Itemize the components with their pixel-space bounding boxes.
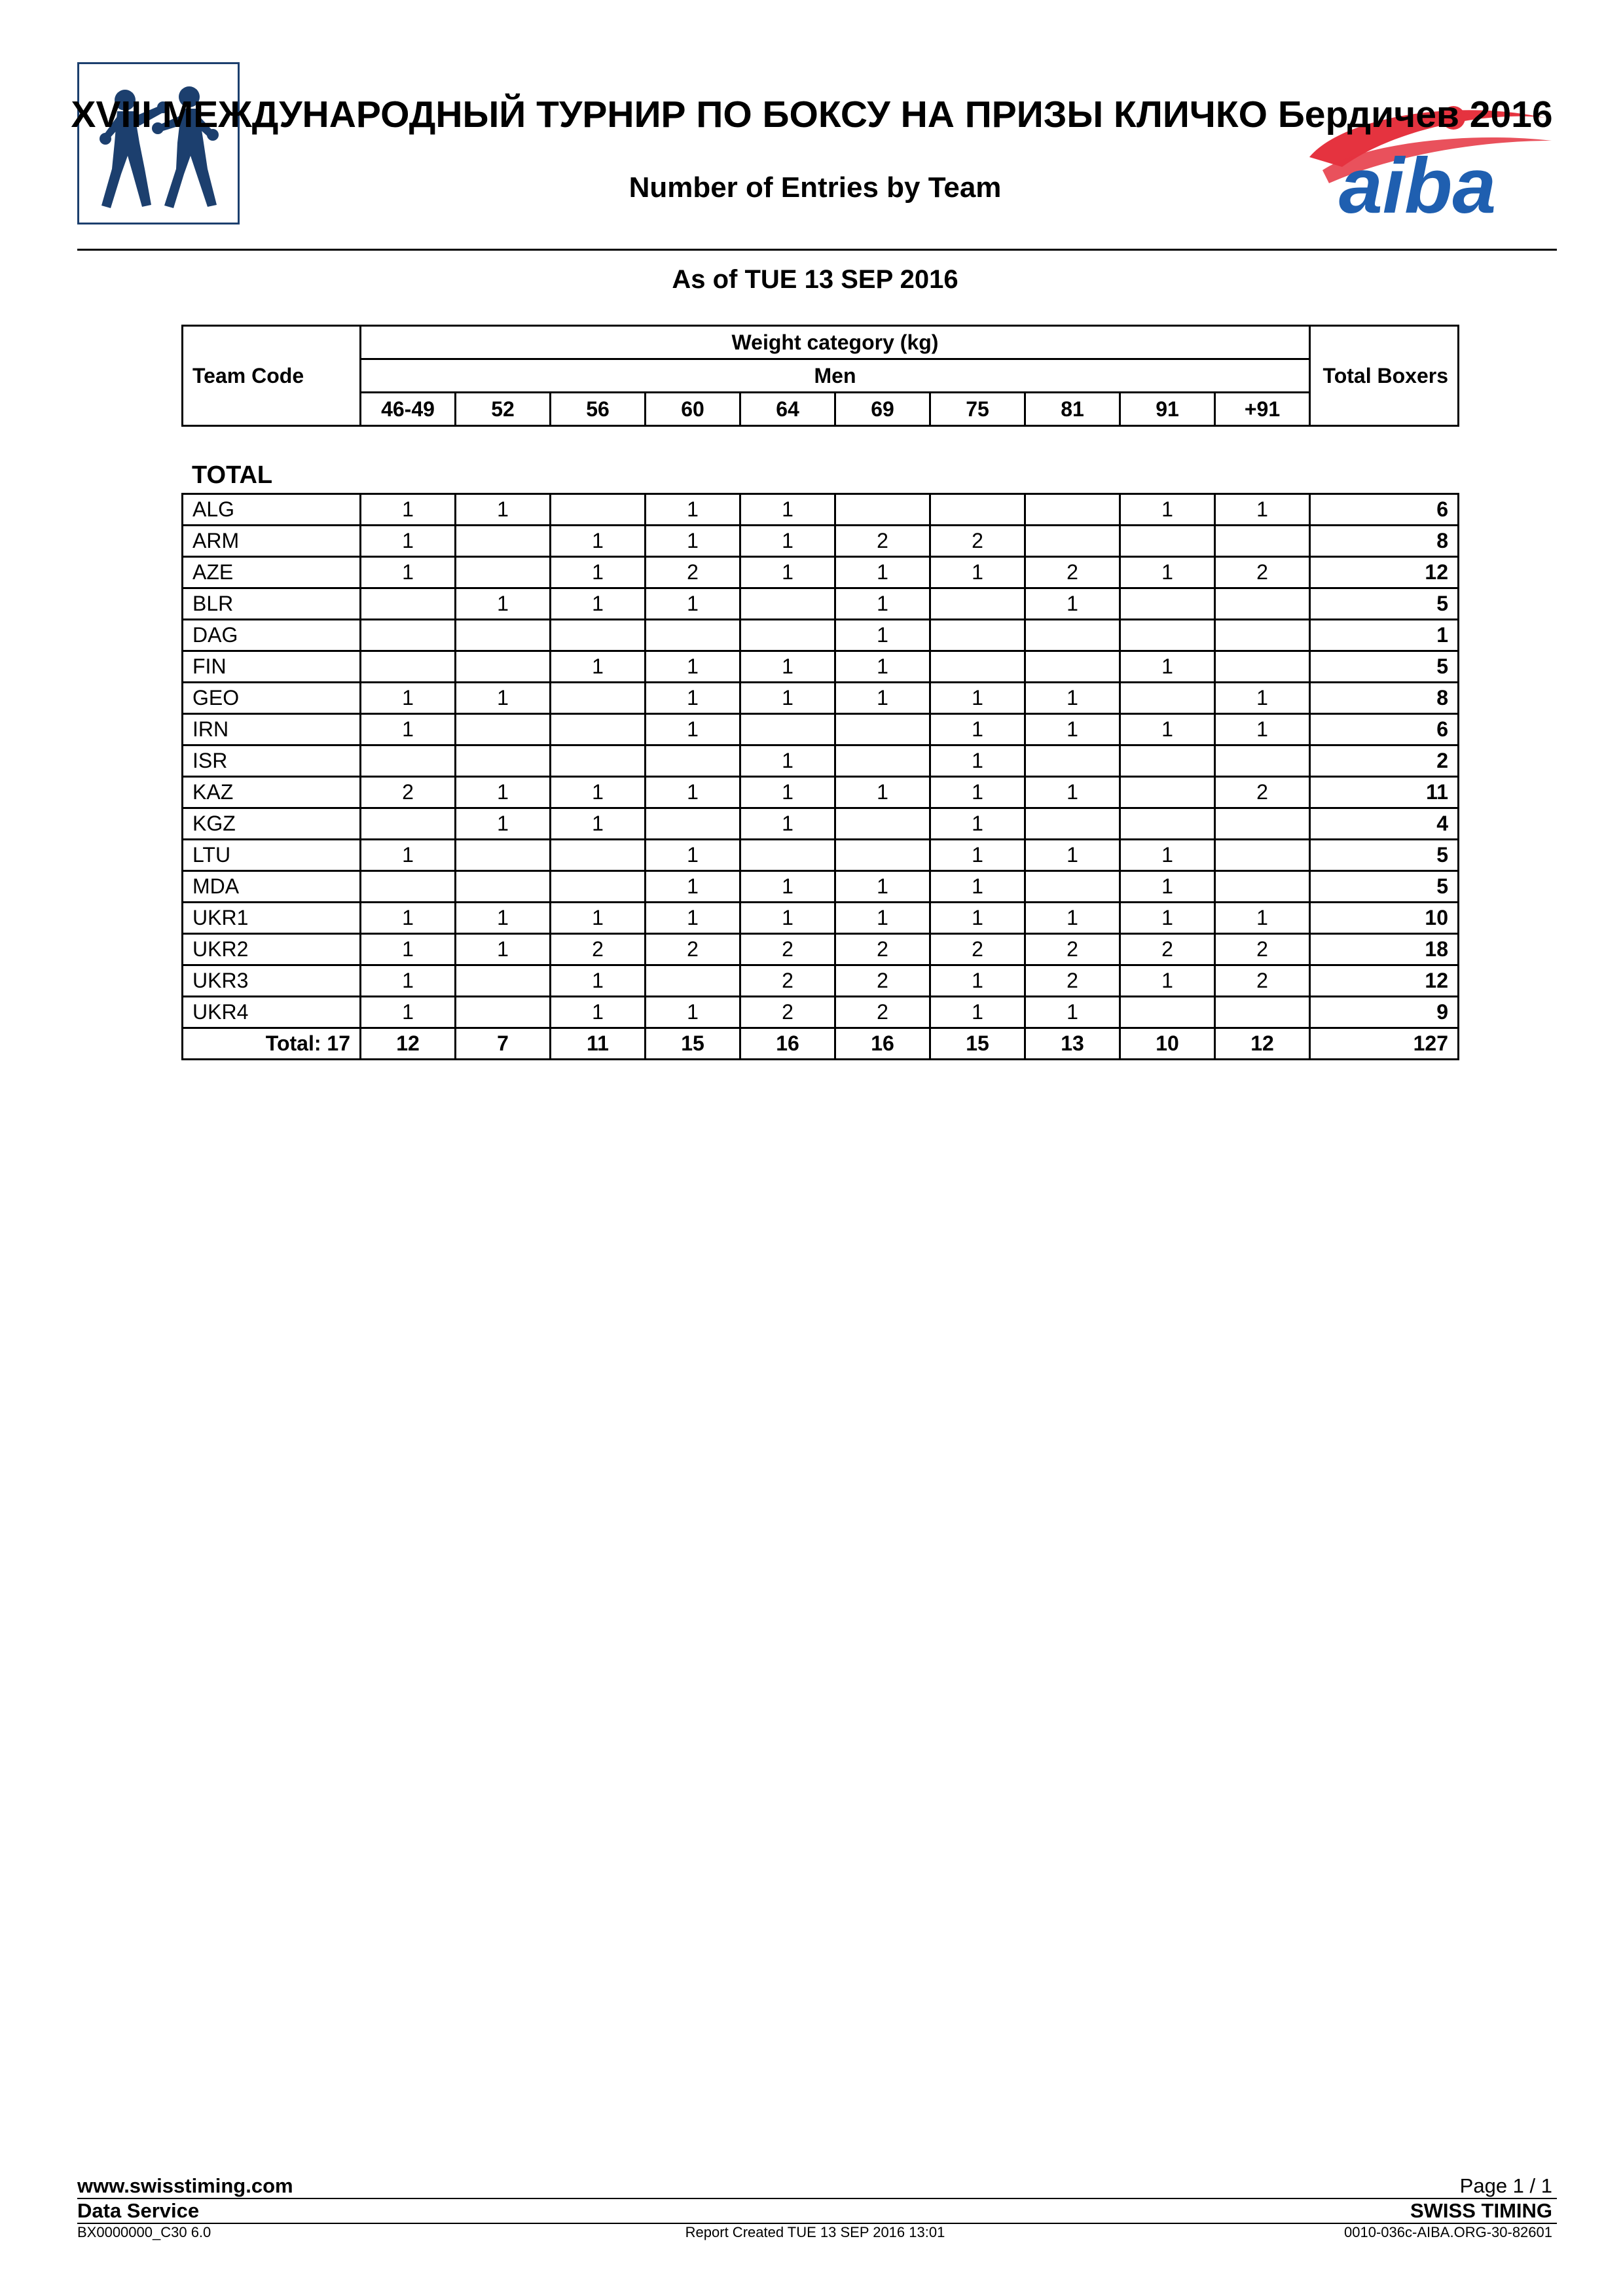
footer-url: www.swisstiming.com [77,2174,293,2197]
category-header: 75 [930,393,1025,426]
team-code-cell: KGZ [183,808,361,840]
entry-count-cell: 1 [646,840,740,871]
entry-count-cell: 1 [1120,494,1215,526]
team-total-cell: 8 [1310,683,1459,714]
team-total-cell: 12 [1310,557,1459,588]
aiba-wordmark: aiba [1339,142,1497,223]
footer-brand: SWISS TIMING [1410,2199,1552,2222]
category-total-cell: 15 [930,1028,1025,1060]
entry-count-cell [551,840,646,871]
entry-count-cell [1215,745,1310,777]
entry-count-cell: 2 [361,777,456,808]
entry-count-cell: 1 [646,526,740,557]
entry-count-cell [1025,494,1120,526]
entry-count-cell: 1 [1025,903,1120,934]
category-header: 46-49 [361,393,456,426]
entry-count-cell [1215,997,1310,1028]
entry-count-cell [1120,526,1215,557]
entry-count-cell: 1 [551,526,646,557]
entry-count-cell [456,557,551,588]
entry-count-cell [456,620,551,651]
entry-count-cell: 1 [740,745,835,777]
header-table [181,325,1459,427]
entry-count-cell [456,526,551,557]
entry-count-cell: 1 [551,997,646,1028]
entry-count-cell [1120,683,1215,714]
entry-count-cell [835,840,930,871]
entry-count-cell: 1 [456,808,551,840]
team-code-cell: BLR [183,588,361,620]
entry-count-cell: 1 [551,808,646,840]
entry-count-cell [551,620,646,651]
page-number: Page 1 / 1 [1459,2174,1552,2197]
entry-count-cell: 1 [1120,903,1215,934]
entry-count-cell: 1 [361,494,456,526]
entry-count-cell: 1 [1215,494,1310,526]
entry-count-cell [551,714,646,745]
entry-count-cell: 1 [835,620,930,651]
entry-count-cell [930,651,1025,683]
entry-count-cell [551,494,646,526]
entry-count-cell: 1 [835,871,930,903]
entry-count-cell: 1 [646,903,740,934]
entry-count-cell: 2 [835,526,930,557]
entry-count-cell: 1 [930,745,1025,777]
entry-count-cell: 1 [361,526,456,557]
entry-count-cell [1215,871,1310,903]
entry-count-cell [1215,840,1310,871]
entry-count-cell [456,714,551,745]
entry-count-cell: 2 [740,997,835,1028]
entry-count-cell: 1 [646,777,740,808]
category-total-cell: 16 [835,1028,930,1060]
entry-count-cell: 1 [361,903,456,934]
table-row [183,683,1459,714]
entry-count-cell: 1 [1025,714,1120,745]
team-code-cell: ALG [183,494,361,526]
entry-count-cell: 1 [930,808,1025,840]
entry-count-cell [1215,620,1310,651]
entry-count-cell: 1 [361,997,456,1028]
category-header: 56 [551,393,646,426]
team-code-cell: ARM [183,526,361,557]
entry-count-cell [361,651,456,683]
entry-count-cell [1025,651,1120,683]
entry-count-cell [930,588,1025,620]
entry-count-cell [551,745,646,777]
entry-count-cell [1120,777,1215,808]
entry-count-cell: 1 [835,588,930,620]
entry-count-cell [1215,651,1310,683]
table-row [183,997,1459,1028]
team-code-cell: UKR4 [183,997,361,1028]
team-total-cell: 6 [1310,494,1459,526]
document-title: XVIII МЕЖДУНАРОДНЫЙ ТУРНИР ПО БОКСУ НА ПРИЗЫ КЛИЧКО Бердичев 2016 [71,94,1553,135]
entry-count-cell: 1 [930,997,1025,1028]
table-row [183,526,1459,557]
category-header: 91 [1120,393,1215,426]
footer-divider [77,2198,1557,2199]
table-row [183,934,1459,965]
entry-count-cell: 1 [456,683,551,714]
entry-count-cell: 1 [740,557,835,588]
entries-table [181,493,1459,1060]
entry-count-cell [1025,808,1120,840]
entry-count-cell [646,620,740,651]
entry-count-cell: 1 [1025,997,1120,1028]
entry-count-cell [1120,808,1215,840]
entry-count-cell [740,840,835,871]
entry-count-cell: 1 [1025,840,1120,871]
entry-count-cell [1025,526,1120,557]
team-total-cell: 2 [1310,745,1459,777]
entry-count-cell: 1 [930,714,1025,745]
entry-count-cell [1025,871,1120,903]
document-subtitle: Number of Entries by Team [629,171,1002,204]
entry-count-cell [1215,588,1310,620]
entry-count-cell: 2 [930,934,1025,965]
entry-count-cell [456,745,551,777]
gender-header: Men [361,359,1310,393]
report-created: Report Created TUE 13 SEP 2016 13:01 [685,2224,945,2240]
entry-count-cell [361,745,456,777]
entry-count-cell: 1 [361,934,456,965]
entry-count-cell: 2 [835,934,930,965]
totals-row [183,1028,1459,1060]
category-header: 81 [1025,393,1120,426]
entry-count-cell: 1 [835,557,930,588]
category-header: +91 [1215,393,1310,426]
entry-count-cell: 1 [551,588,646,620]
entry-count-cell [361,871,456,903]
entry-count-cell: 1 [930,777,1025,808]
entry-count-cell: 1 [1025,683,1120,714]
entry-count-cell: 2 [646,934,740,965]
entry-count-cell: 1 [835,651,930,683]
entry-count-cell: 1 [551,777,646,808]
section-label: TOTAL [192,461,273,489]
entry-count-cell: 1 [1120,871,1215,903]
team-code-cell: AZE [183,557,361,588]
team-total-cell: 11 [1310,777,1459,808]
entry-count-cell [930,620,1025,651]
entry-count-cell: 2 [835,965,930,997]
entry-count-cell: 1 [1120,651,1215,683]
entry-count-cell: 1 [361,714,456,745]
entry-count-cell: 2 [1120,934,1215,965]
category-total-cell: 7 [456,1028,551,1060]
entry-count-cell [456,651,551,683]
entry-count-cell: 1 [646,651,740,683]
entry-count-cell: 1 [551,965,646,997]
category-header: 60 [646,393,740,426]
category-total-cell: 12 [361,1028,456,1060]
category-total-cell: 12 [1215,1028,1310,1060]
entry-count-cell: 2 [1025,934,1120,965]
entry-count-cell: 1 [835,777,930,808]
entry-count-cell: 1 [551,903,646,934]
entry-count-cell [361,620,456,651]
entry-count-cell: 1 [646,588,740,620]
team-total-cell: 5 [1310,651,1459,683]
category-total-cell: 16 [740,1028,835,1060]
entry-count-cell [1215,808,1310,840]
entry-count-cell: 1 [930,871,1025,903]
team-code-cell: UKR2 [183,934,361,965]
entry-count-cell [551,683,646,714]
entry-count-cell: 1 [930,840,1025,871]
entry-count-cell: 1 [835,683,930,714]
team-total-cell: 4 [1310,808,1459,840]
team-code-cell: FIN [183,651,361,683]
entry-count-cell: 2 [1215,777,1310,808]
totals-label-cell: Total: 17 [183,1028,361,1060]
entry-count-cell: 1 [1120,714,1215,745]
category-total-cell: 13 [1025,1028,1120,1060]
total-boxers-header: Total Boxers [1310,326,1459,426]
entry-count-cell [1120,745,1215,777]
table-row [183,808,1459,840]
footer-reference: 0010-036c-AIBA.ORG-30-82601 [1344,2224,1552,2240]
footer-code: BX0000000_C30 6.0 [77,2224,211,2240]
entry-count-cell [930,494,1025,526]
entry-count-cell: 1 [646,714,740,745]
header-divider [77,249,1557,251]
entry-count-cell: 2 [646,557,740,588]
entry-count-cell [835,808,930,840]
entry-count-cell: 2 [1215,934,1310,965]
entry-count-cell: 2 [1025,557,1120,588]
entry-count-cell: 1 [551,557,646,588]
entry-count-cell: 1 [930,965,1025,997]
entry-count-cell: 1 [930,683,1025,714]
category-total-cell: 11 [551,1028,646,1060]
table-row [183,840,1459,871]
entry-count-cell: 1 [740,651,835,683]
entry-count-cell [456,997,551,1028]
team-total-cell: 9 [1310,997,1459,1028]
entry-count-cell [740,588,835,620]
table-row [183,871,1459,903]
table-row [183,620,1459,651]
category-header: 52 [456,393,551,426]
entry-count-cell: 1 [361,965,456,997]
entry-count-cell: 1 [740,808,835,840]
entry-count-cell [835,494,930,526]
category-total-cell: 15 [646,1028,740,1060]
team-code-cell: LTU [183,840,361,871]
entry-count-cell [646,965,740,997]
entry-count-cell: 2 [835,997,930,1028]
entry-count-cell: 1 [930,557,1025,588]
entry-count-cell: 1 [930,903,1025,934]
entry-count-cell [456,965,551,997]
table-row [183,494,1459,526]
category-header: 64 [740,393,835,426]
entry-count-cell: 1 [740,903,835,934]
table-row [183,777,1459,808]
entry-count-cell: 2 [1215,965,1310,997]
team-code-cell: ISR [183,745,361,777]
entry-count-cell: 1 [740,683,835,714]
entry-count-cell: 1 [1120,965,1215,997]
entry-count-cell: 1 [740,526,835,557]
team-total-cell: 12 [1310,965,1459,997]
grand-total-cell: 127 [1310,1028,1459,1060]
table-row [183,557,1459,588]
table-row [183,588,1459,620]
entry-count-cell [1215,526,1310,557]
entry-count-cell: 1 [646,871,740,903]
entry-count-cell [1120,997,1215,1028]
entry-count-cell: 1 [456,494,551,526]
category-header: 69 [835,393,930,426]
team-total-cell: 10 [1310,903,1459,934]
entry-count-cell [1120,620,1215,651]
entry-count-cell: 1 [740,871,835,903]
team-code-header: Team Code [183,326,361,426]
table-row [183,745,1459,777]
as-of-date: As of TUE 13 SEP 2016 [672,265,958,294]
team-code-cell: IRN [183,714,361,745]
entry-count-cell [740,714,835,745]
table-row [183,714,1459,745]
entry-count-cell [551,871,646,903]
entry-count-cell [361,808,456,840]
entry-count-cell: 2 [740,934,835,965]
entry-count-cell [1120,588,1215,620]
entry-count-cell: 1 [361,840,456,871]
entry-count-cell: 1 [1025,588,1120,620]
entry-count-cell: 1 [456,588,551,620]
entry-count-cell: 1 [1215,903,1310,934]
table-row [183,651,1459,683]
team-code-cell: UKR1 [183,903,361,934]
entry-count-cell [646,745,740,777]
team-code-cell: MDA [183,871,361,903]
team-total-cell: 18 [1310,934,1459,965]
weight-category-header: Weight category (kg) [361,326,1310,359]
entry-count-cell [740,620,835,651]
entry-count-cell [456,840,551,871]
team-code-cell: UKR3 [183,965,361,997]
entry-count-cell: 1 [456,903,551,934]
team-code-cell: GEO [183,683,361,714]
category-total-cell: 10 [1120,1028,1215,1060]
entry-count-cell: 1 [1215,714,1310,745]
entry-count-cell: 2 [930,526,1025,557]
entry-count-cell [1025,620,1120,651]
entry-count-cell: 1 [1120,557,1215,588]
entry-count-cell [646,808,740,840]
entry-count-cell: 2 [551,934,646,965]
team-total-cell: 8 [1310,526,1459,557]
table-row [183,965,1459,997]
team-total-cell: 1 [1310,620,1459,651]
entry-count-cell [361,588,456,620]
entry-count-cell: 2 [1025,965,1120,997]
entry-count-cell: 1 [646,683,740,714]
team-total-cell: 6 [1310,714,1459,745]
table-row [183,903,1459,934]
entry-count-cell: 1 [1025,777,1120,808]
entry-count-cell: 1 [551,651,646,683]
entry-count-cell [835,745,930,777]
entry-count-cell: 1 [835,903,930,934]
team-code-cell: KAZ [183,777,361,808]
team-total-cell: 5 [1310,588,1459,620]
entry-count-cell [456,871,551,903]
footer-service: Data Service [77,2199,200,2222]
entry-count-cell: 2 [740,965,835,997]
entry-count-cell: 1 [646,494,740,526]
category-header-row [183,393,1459,426]
team-total-cell: 5 [1310,871,1459,903]
entry-count-cell: 1 [646,997,740,1028]
entry-count-cell: 1 [456,777,551,808]
entry-count-cell: 1 [1120,840,1215,871]
entry-count-cell [1025,745,1120,777]
entry-count-cell: 1 [456,934,551,965]
team-total-cell: 5 [1310,840,1459,871]
team-code-cell: DAG [183,620,361,651]
entry-count-cell: 1 [361,557,456,588]
entry-count-cell: 1 [740,494,835,526]
entry-count-cell: 1 [361,683,456,714]
entry-count-cell: 1 [740,777,835,808]
entry-count-cell: 2 [1215,557,1310,588]
entry-count-cell [835,714,930,745]
entry-count-cell: 1 [1215,683,1310,714]
